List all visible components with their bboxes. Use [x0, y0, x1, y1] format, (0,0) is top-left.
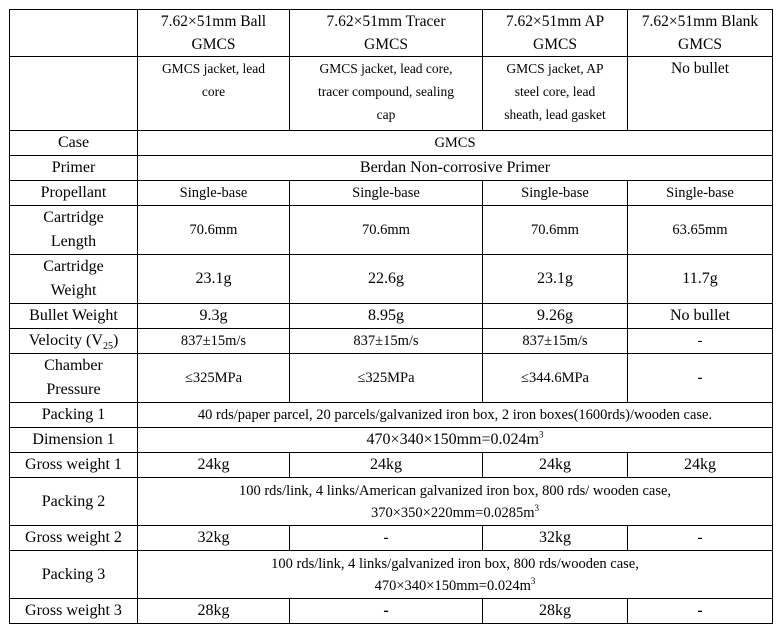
bullet-weight-blank: No bullet — [628, 304, 773, 329]
propellant-label: Propellant — [10, 181, 138, 206]
bullet-weight-row — [10, 304, 773, 329]
case-value: GMCS — [138, 131, 773, 156]
header-tracer: 7.62×51mm Tracer GMCS — [290, 10, 483, 57]
gross1-ball: 24kg — [138, 453, 290, 478]
velocity-label: Velocity $(V_{25})$ — [10, 329, 138, 354]
velocity-tracer: 837±15m/s — [290, 329, 483, 354]
desc-ball: GMCS jacket, lead core — [138, 57, 290, 131]
gross-weight-1-row — [10, 453, 773, 478]
desc-tracer: GMCS jacket, lead core, tracer compound, sealing cap — [290, 57, 483, 131]
gross-weight-3-label: Gross weight 3 — [10, 599, 138, 624]
header-ball: 7.62×51mm Ball GMCS — [138, 10, 290, 57]
propellant-ap: Single-base — [483, 181, 628, 206]
description-label-cell — [10, 57, 138, 131]
gross-weight-3-row — [10, 599, 773, 624]
gross1-ap: 24kg — [483, 453, 628, 478]
velocity-blank: - — [628, 329, 773, 354]
gross-weight-1-label: Gross weight 1 — [10, 453, 138, 478]
packing-2-label: Packing 2 — [10, 478, 138, 526]
length-blank: 63.65mm — [628, 206, 773, 255]
cartridge-weight-row — [10, 255, 773, 304]
weight-ball: 23.1g — [138, 255, 290, 304]
header-row — [10, 10, 773, 57]
weight-tracer: 22.6g — [290, 255, 483, 304]
case-label: Case — [10, 131, 138, 156]
weight-ap: 23.1g — [483, 255, 628, 304]
pressure-tracer: ≤325MPa — [290, 354, 483, 403]
packing-1-label: Packing 1 — [10, 403, 138, 428]
gross-weight-2-label: Gross weight 2 — [10, 526, 138, 551]
packing-3-row — [10, 551, 773, 599]
propellant-blank: Single-base — [628, 181, 773, 206]
bullet-description-row — [10, 57, 773, 131]
case-row — [10, 131, 773, 156]
gross-weight-2-row — [10, 526, 773, 551]
primer-row — [10, 156, 773, 181]
cartridge-weight-label: Cartridge Weight — [10, 255, 138, 304]
packing-2-value: 100 rds/link, 4 links/American galvanized iron box, 800 rds/ wooden case, $370\times 350\times 220mm=0.0285m^3$ — [138, 478, 773, 526]
packing-3-label: Packing 3 — [10, 551, 138, 599]
gross2-ap: 32kg — [483, 526, 628, 551]
pressure-ball: ≤325MPa — [138, 354, 290, 403]
desc-blank: No bullet — [628, 57, 773, 131]
pressure-blank: - — [628, 354, 773, 403]
desc-ap: GMCS jacket, AP steel core, lead sheath, lead gasket — [483, 57, 628, 131]
bullet-weight-ap: 9.26g — [483, 304, 628, 329]
gross2-tracer: - — [290, 526, 483, 551]
bullet-weight-label: Bullet Weight — [10, 304, 138, 329]
packing-1-value: 40 rds/paper parcel, 20 parcels/galvanized iron box, 2 iron boxes(1600rds)/wooden case. — [138, 403, 773, 428]
packing-2-row — [10, 478, 773, 526]
dimension-1-value: $470\times 340\times 150mm=0.024m^3$ — [138, 428, 773, 453]
packing-1-row — [10, 403, 773, 428]
cartridge-length-row — [10, 206, 773, 255]
velocity-ball: 837±15m/s — [138, 329, 290, 354]
packing-3-value: 100 rds/link, 4 links/galvanized iron box, 800 rds/wooden case, $470\times 340\times 150mm=0.024m^3$ — [138, 551, 773, 599]
gross1-tracer: 24kg — [290, 453, 483, 478]
propellant-ball: Single-base — [138, 181, 290, 206]
gross2-ball: 32kg — [138, 526, 290, 551]
dimension-1-label: Dimension 1 — [10, 428, 138, 453]
gross2-blank: - — [628, 526, 773, 551]
gross3-ball: 28kg — [138, 599, 290, 624]
gross1-blank: 24kg — [628, 453, 773, 478]
header-ap: 7.62×51mm AP GMCS — [483, 10, 628, 57]
gross3-tracer: - — [290, 599, 483, 624]
chamber-pressure-label: Chamber Pressure — [10, 354, 138, 403]
chamber-pressure-row — [10, 354, 773, 403]
length-ap: 70.6mm — [483, 206, 628, 255]
propellant-tracer: Single-base — [290, 181, 483, 206]
length-ball: 70.6mm — [138, 206, 290, 255]
velocity-row — [10, 329, 773, 354]
bullet-weight-ball: 9.3g — [138, 304, 290, 329]
weight-blank: 11.7g — [628, 255, 773, 304]
gross3-blank: - — [628, 599, 773, 624]
velocity-ap: 837±15m/s — [483, 329, 628, 354]
primer-label: Primer — [10, 156, 138, 181]
pressure-ap: ≤344.6MPa — [483, 354, 628, 403]
header-corner-cell — [10, 10, 138, 57]
ammunition-spec-table — [9, 9, 773, 624]
cartridge-length-label: Cartridge Length — [10, 206, 138, 255]
primer-value: Berdan Non-corrosive Primer — [138, 156, 773, 181]
propellant-row — [10, 181, 773, 206]
gross3-ap: 28kg — [483, 599, 628, 624]
length-tracer: 70.6mm — [290, 206, 483, 255]
dimension-1-row — [10, 428, 773, 453]
bullet-weight-tracer: 8.95g — [290, 304, 483, 329]
header-blank: 7.62×51mm Blank GMCS — [628, 10, 773, 57]
